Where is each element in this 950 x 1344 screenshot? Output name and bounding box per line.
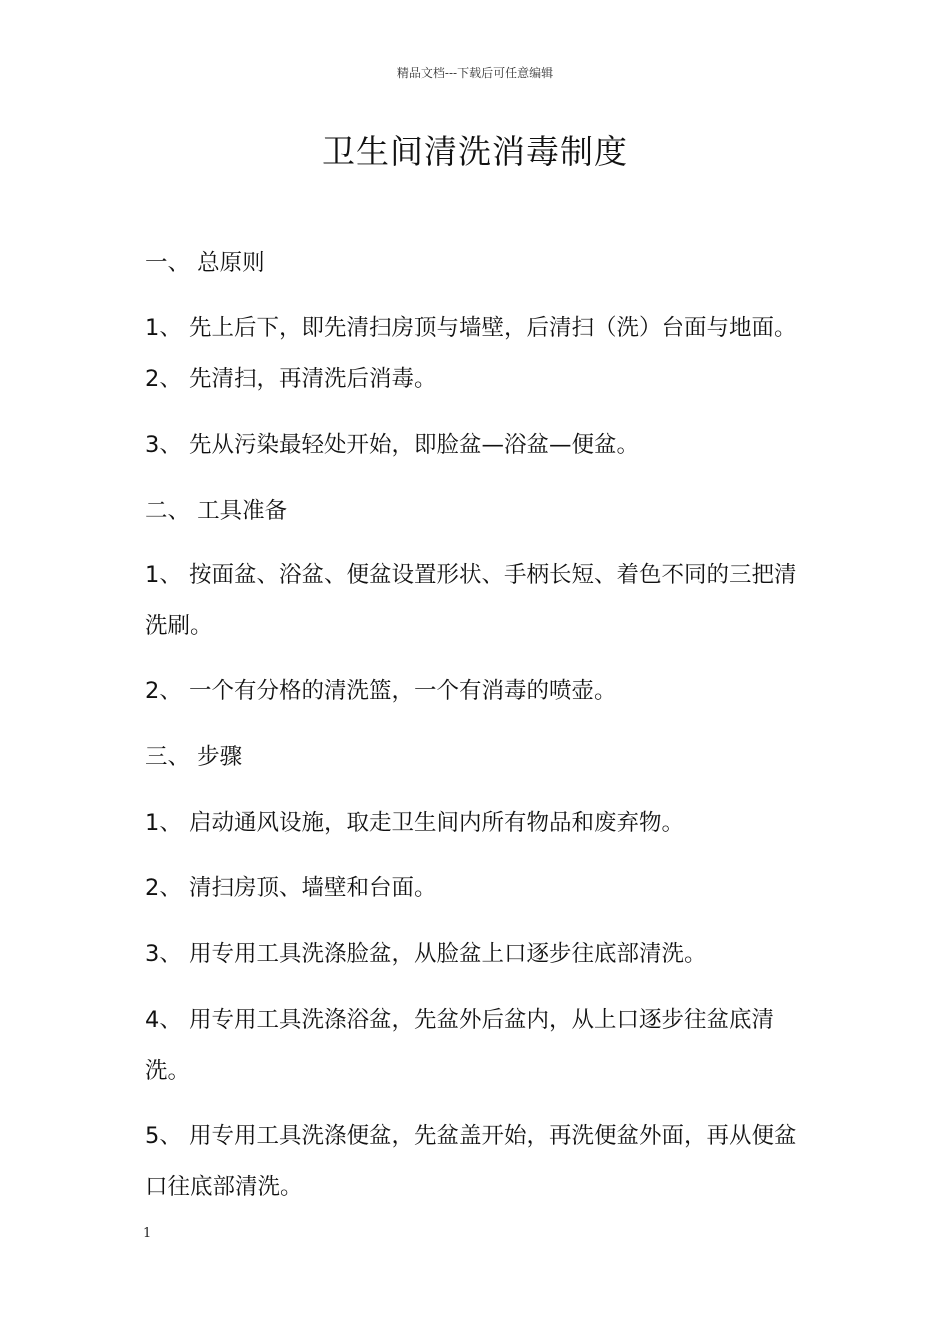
paragraph-step-2: 2、 清扫房顶、墙壁和台面。 [145, 875, 437, 901]
page-number: 1 [143, 1226, 152, 1241]
section-heading-tools: 二、 工具准备 [145, 498, 288, 524]
section-heading-principles: 一、 总原则 [145, 250, 265, 276]
paragraph-tools-2: 2、 一个有分格的清洗篮，一个有消毒的喷壶。 [145, 678, 617, 704]
paragraph-step-3: 3、 用专用工具洗涤脸盆，从脸盆上口逐步往底部清洗。 [145, 941, 707, 967]
document-title: 卫生间清洗消毒制度 [322, 132, 628, 171]
header-note: 精品文档---下载后可任意编辑 [396, 66, 554, 80]
section-heading-steps: 三、 步骤 [145, 744, 243, 770]
paragraph-principle-3: 3、 先从污染最轻处开始，即脸盆—浴盆—便盆。 [145, 432, 639, 458]
paragraph-step-1: 1、 启动通风设施，取走卫生间内所有物品和废弃物。 [145, 810, 684, 836]
paragraph-principle-1-2: 1、 先上后下，即先清扫房顶与墙壁，后清扫（洗）台面与地面。 2、 先清扫，再清洗后消毒。 [145, 315, 797, 392]
paragraph-step-5: 5、 用专用工具洗涤便盆，先盆盖开始，再洗便盆外面，再从便盆口往底部清洗。 [145, 1123, 797, 1200]
paragraph-tools-1: 1、 按面盆、浴盆、便盆设置形状、手柄长短、着色不同的三把清洗刷。 [145, 562, 797, 639]
paragraph-step-4: 4、 用专用工具洗涤浴盆，先盆外后盆内，从上口逐步往盆底清洗。 [145, 1007, 774, 1084]
